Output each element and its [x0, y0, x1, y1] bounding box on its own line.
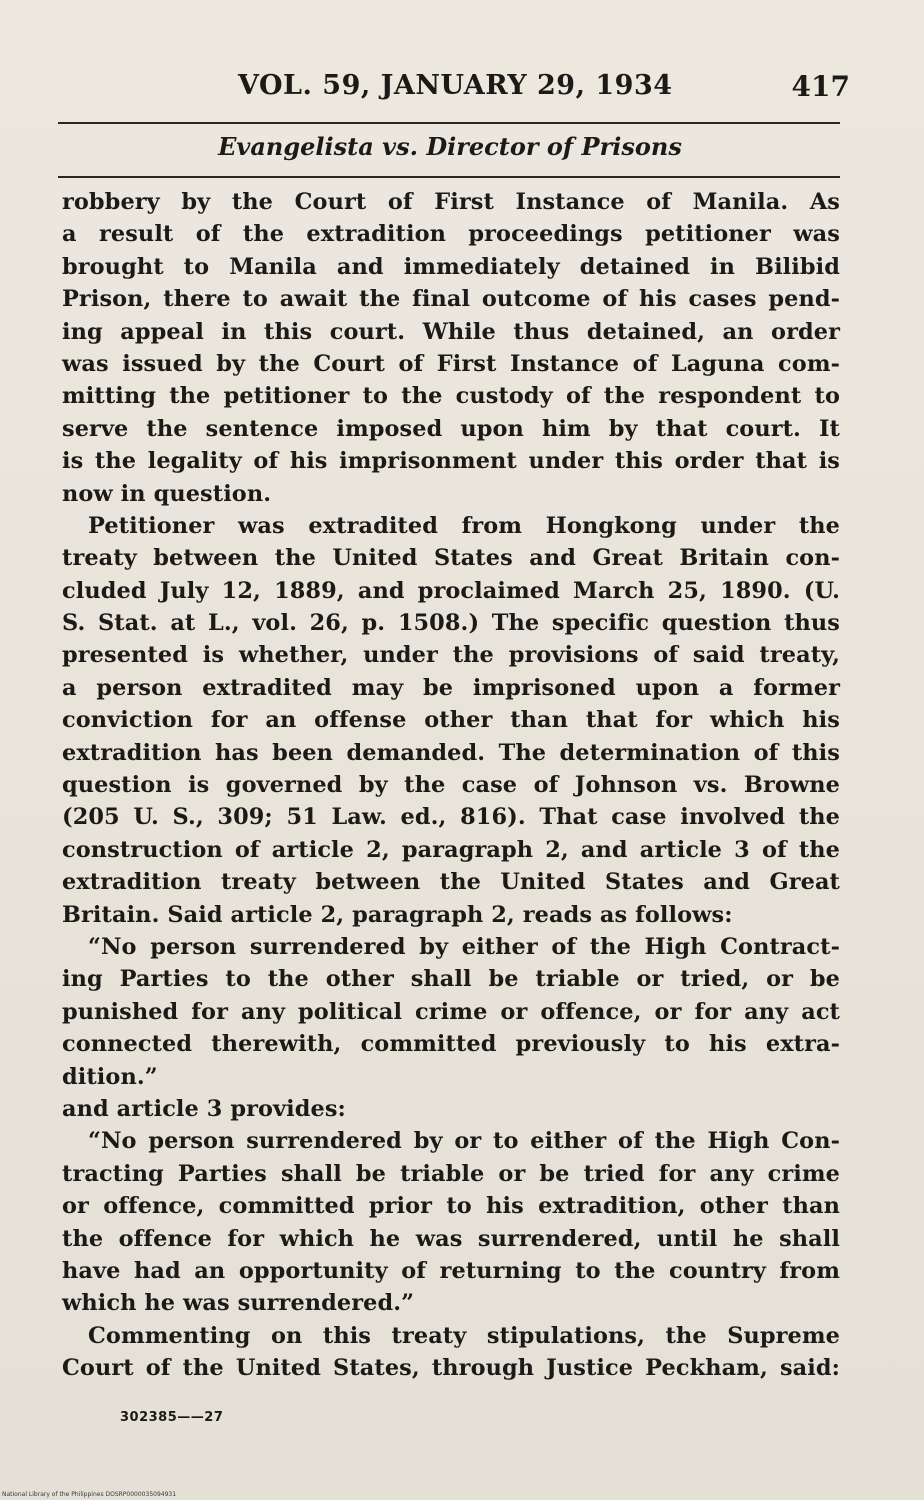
- running-head: [60, 70, 850, 110]
- text-line: construction of article 2, paragraph 2, and article 3 of the: [62, 836, 840, 863]
- text-line: dition.”: [62, 1063, 158, 1090]
- text-line: serve the sentence imposed upon him by that court. It: [62, 415, 840, 442]
- text-line: “No person surrendered by either of the High Contract-: [88, 933, 840, 960]
- text-line: conviction for an offense other than that for which his: [62, 707, 840, 734]
- text-line: brought to Manila and immediately detained in Bilibid: [62, 253, 840, 280]
- text-line: (205 U. S., 309; 51 Law. ed., 816). That case involved the: [62, 804, 840, 831]
- text-line: Commenting on this treaty stipulations, the Supreme: [88, 1322, 840, 1349]
- text-line: robbery by the Court of First Instance of Manila. As: [62, 189, 840, 215]
- case-title: Evangelista vs. Director of Prisons: [218, 132, 682, 161]
- text-line: presented is whether, under the provisions of said treaty,: [62, 642, 840, 669]
- text-line: a person extradited may be imprisoned upon a former: [62, 674, 840, 701]
- text-line: extradition treaty between the United States and Great: [62, 869, 840, 896]
- text-line: and article 3 provides:: [62, 1095, 346, 1122]
- text-line: ing appeal in this court. While thus detained, an order: [62, 318, 840, 345]
- text-line: is the legality of his imprisonment under this order that is: [62, 448, 840, 475]
- text-line: now in question.: [62, 480, 272, 507]
- text-line: was issued by the Court of First Instance of Laguna com-: [62, 350, 840, 377]
- scan-credit: National Library of the Philippines DOSRP0000035094931: [2, 1491, 177, 1498]
- text-line: have had an opportunity of returning to the country from: [62, 1257, 840, 1284]
- text-line: question is governed by the case of Johnson vs. Browne: [62, 772, 840, 799]
- text-line: cluded July 12, 1889, and proclaimed March 25, 1890. (U.: [62, 577, 840, 604]
- text-line: punished for any political crime or offence, or for any act: [62, 998, 840, 1025]
- body-text: [62, 186, 840, 1384]
- page-number: 417: [791, 70, 850, 103]
- text-line: Prison, there to await the final outcome of his cases pend-: [62, 286, 840, 313]
- header-rule-top: [58, 122, 840, 124]
- volume-title: VOL. 59, JANUARY 29, 1934: [238, 70, 673, 101]
- text-line: tracting Parties shall be triable or be tried for any crime: [62, 1160, 840, 1187]
- text-line: Britain. Said article 2, paragraph 2, reads as follows:: [62, 901, 733, 928]
- text-line: “No person surrendered by or to either of the High Con-: [88, 1128, 840, 1155]
- header-rule-bottom: [58, 176, 840, 178]
- text-line: or offence, committed prior to his extradition, other than: [62, 1193, 840, 1220]
- text-line: extradition has been demanded. The determination of this: [62, 739, 840, 766]
- signature-mark: 302385——27: [120, 1410, 224, 1425]
- text-line: which he was surrendered.”: [62, 1290, 415, 1317]
- text-line: the offence for which he was surrendered, until he shall: [62, 1225, 840, 1252]
- text-line: ing Parties to the other shall be triable or tried, or be: [62, 966, 840, 993]
- text-line: Petitioner was extradited from Hongkong under the: [88, 512, 840, 539]
- text-line: a result of the extradition proceedings petitioner was: [62, 221, 840, 248]
- text-line: Court of the United States, through Justice Peckham, said:: [62, 1355, 840, 1382]
- text-line: connected therewith, committed previously to his extra-: [62, 1031, 840, 1058]
- text-line: mitting the petitioner to the custody of the respondent to: [62, 383, 840, 410]
- text-line: S. Stat. at L., vol. 26, p. 1508.) The specific question thus: [62, 610, 840, 637]
- text-line: treaty between the United States and Great Britain con-: [62, 545, 840, 572]
